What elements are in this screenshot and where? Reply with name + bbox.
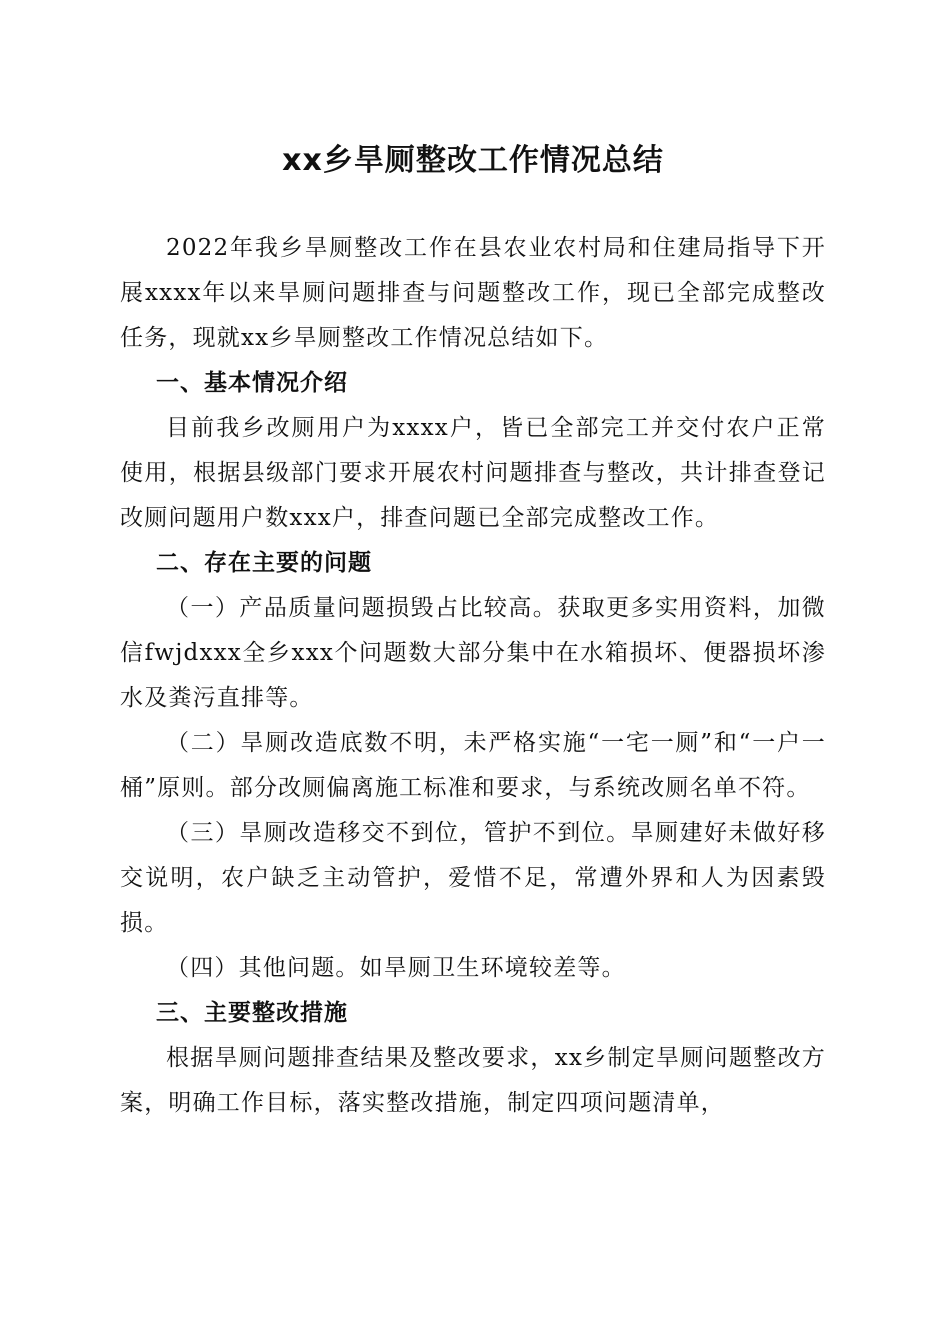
section-heading-basic-info: 一、基本情况介绍 [156, 370, 348, 396]
rectification-paragraph: 根据旱厕问题排查结果及整改要求，xx乡制定旱厕问题整改方案，明确工作目标，落实整改措施，制定四项问题清单， [120, 1045, 826, 1116]
basic-info-paragraph: 目前我乡改厕用户为xxxx户，皆已全部完工并交付农户正常使用，根据县级部门要求开展农村问题排查与整改，共计排查登记改厕问题用户数xxx户，排查问题已全部完成整改工作。 [120, 415, 826, 531]
problem-item-1: （一）产品质量问题损毁占比较高。获取更多实用资料，加微信fwjdxxx全乡xxx个问题数大部分集中在水箱损坏、便器损坏渗水及粪污直排等。 [120, 595, 826, 711]
intro-paragraph: 2022年我乡旱厕整改工作在县农业农村局和住建局指导下开展xxxx年以来旱厕问题排查与问题整改工作，现已全部完成整改任务，现就xx乡旱厕整改工作情况总结如下。 [120, 235, 826, 351]
problem-item-3: （三）旱厕改造移交不到位，管护不到位。旱厕建好未做好移交说明，农户缺乏主动管护，爱惜不足，常遭外界和人为因素毁损。 [120, 820, 826, 936]
problem-item-2: （二）旱厕改造底数不明，未严格实施“一宅一厕”和“一户一桶”原则。部分改厕偏离施工标准和要求，与系统改厕名单不符。 [120, 730, 826, 801]
section-heading-main-problems: 二、存在主要的问题 [156, 550, 372, 576]
problem-item-4: （四）其他问题。如旱厕卫生环境较差等。 [166, 955, 626, 981]
section-heading-rectification-measures: 三、主要整改措施 [156, 1000, 348, 1026]
document-title: xx乡旱厕整改工作情况总结 [282, 143, 664, 178]
